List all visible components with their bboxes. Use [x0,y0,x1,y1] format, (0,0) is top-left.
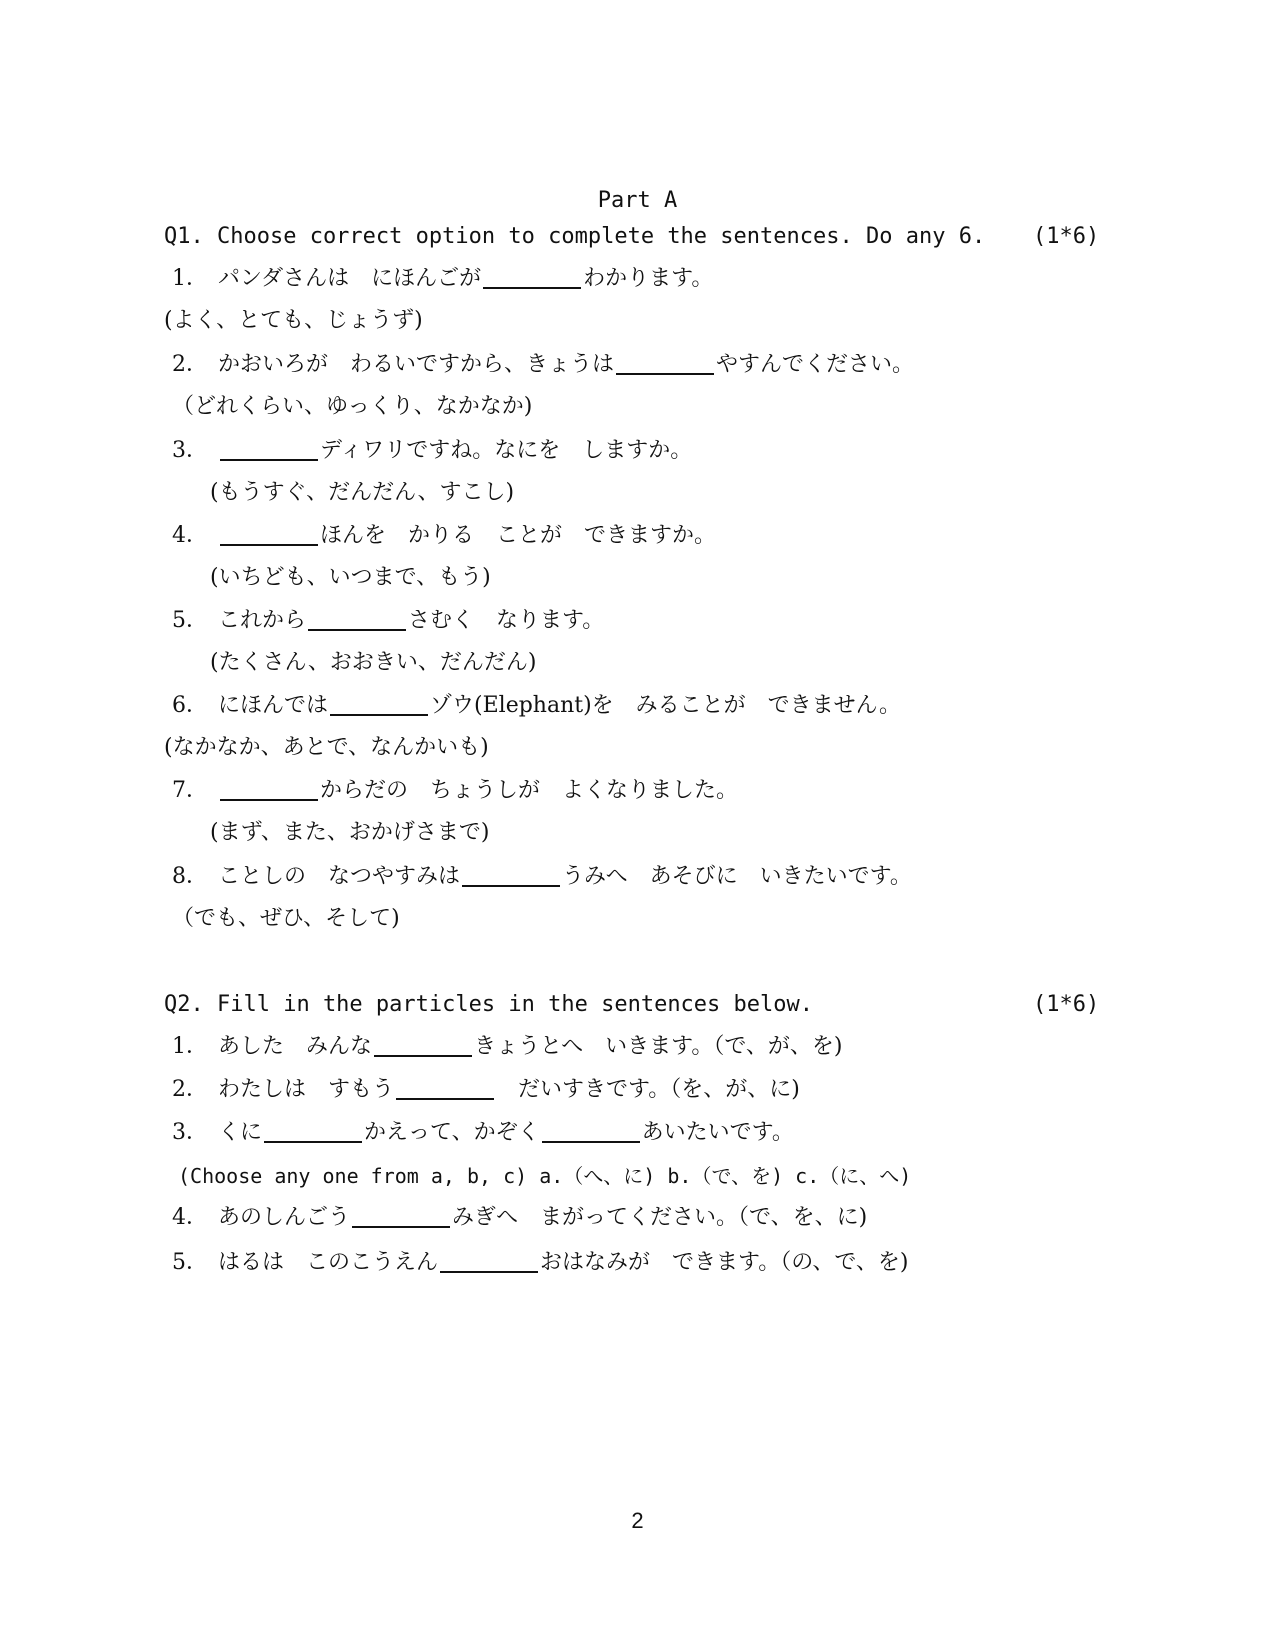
q1-item-3: 3． ディワリですね。なにを しますか。 [172,436,692,466]
answer-blank[interactable] [440,1249,538,1273]
q1-options-1: (よく、とても、じょうず) [164,308,423,333]
answer-blank[interactable] [220,777,318,801]
item-number: 4． [172,523,208,548]
answer-blank[interactable] [542,1119,640,1143]
item-number: 3． [172,1120,208,1145]
item-number: 5． [172,608,208,633]
item-number: 7． [172,778,208,803]
q2-heading: Q2. Fill in the particles in the sentences below. [164,992,814,1017]
q1-item-7: 7． からだの ちょうしが よくなりました。 [172,776,738,806]
q1-item-4: 4． ほんを かりる ことが できますか。 [172,521,716,551]
item-number: 4． [172,1205,208,1230]
q2-item-4: 4． あのしんごう みぎへ まがってください。（で、を、に) [172,1203,867,1233]
q1-options-2: （どれくらい、ゆっくり、なかなか) [172,394,533,419]
item-number: 1． [172,266,208,291]
q1-item-6: 6． にほんでは ゾウ(Elephant)を みることが できません。 [172,691,901,721]
answer-blank[interactable] [374,1033,472,1057]
answer-blank[interactable] [352,1204,450,1228]
answer-blank[interactable] [220,437,318,461]
q1-heading: Q1. Choose correct option to complete the sentences. Do any 6. [164,224,986,249]
q1-options-8: （でも、ぜひ、そして) [172,906,400,931]
q2-points: (1*6) [1033,992,1100,1017]
page-number: 2 [631,1508,644,1533]
answer-blank[interactable] [330,692,428,716]
answer-blank[interactable] [308,607,406,631]
item-number: 1． [172,1034,208,1059]
page-title: Part A [597,188,678,213]
answer-blank[interactable] [396,1076,494,1100]
q2-item-3: 3． くに かえって、かぞく あいたいです。 [172,1118,794,1148]
item-number: 5． [172,1250,208,1275]
q2-item-2: 2． わたしは すもう だいすきです。（を、が、に) [172,1075,800,1105]
item-number: 8． [172,864,208,889]
q1-item-2: 2． かおいろが わるいですから、きょうは やすんでください。 [172,350,914,380]
item-number: 6． [172,693,208,718]
answer-blank[interactable] [462,863,560,887]
answer-blank[interactable] [483,265,581,289]
item-number: 3． [172,438,208,463]
answer-blank[interactable] [264,1119,362,1143]
q1-options-7: (まず、また、おかげさまで) [210,820,490,845]
q2-item-1: 1． あした みんな きょうとへ いきます。（で、が、を) [172,1032,843,1062]
q2-item-5: 5． はるは このこうえん おはなみが できます。（の、で、を) [172,1248,909,1278]
q1-item-5: 5． これから さむく なります。 [172,606,604,636]
q1-options-6: (なかなか、あとで、なんかいも) [164,735,489,760]
item-number: 2． [172,1077,208,1102]
item-number: 2． [172,352,208,377]
q1-item-8: 8． ことしの なつやすみは うみへ あそびに いきたいです。 [172,862,912,892]
q2-note: (Choose any one from a, b, c) a.（へ、に) b.（で、を) c.（に、へ) [178,1164,912,1188]
q1-options-5: (たくさん、おおきい、だんだん) [210,650,537,675]
q1-options-3: (もうすぐ、だんだん、すこし) [210,480,515,505]
answer-blank[interactable] [616,351,714,375]
answer-blank[interactable] [220,522,318,546]
q1-points: (1*6) [1033,224,1100,249]
q1-item-1: 1． パンダさんは にほんごが わかります。 [172,264,713,294]
q1-options-4: (いちども、いつまで、もう) [210,565,491,590]
